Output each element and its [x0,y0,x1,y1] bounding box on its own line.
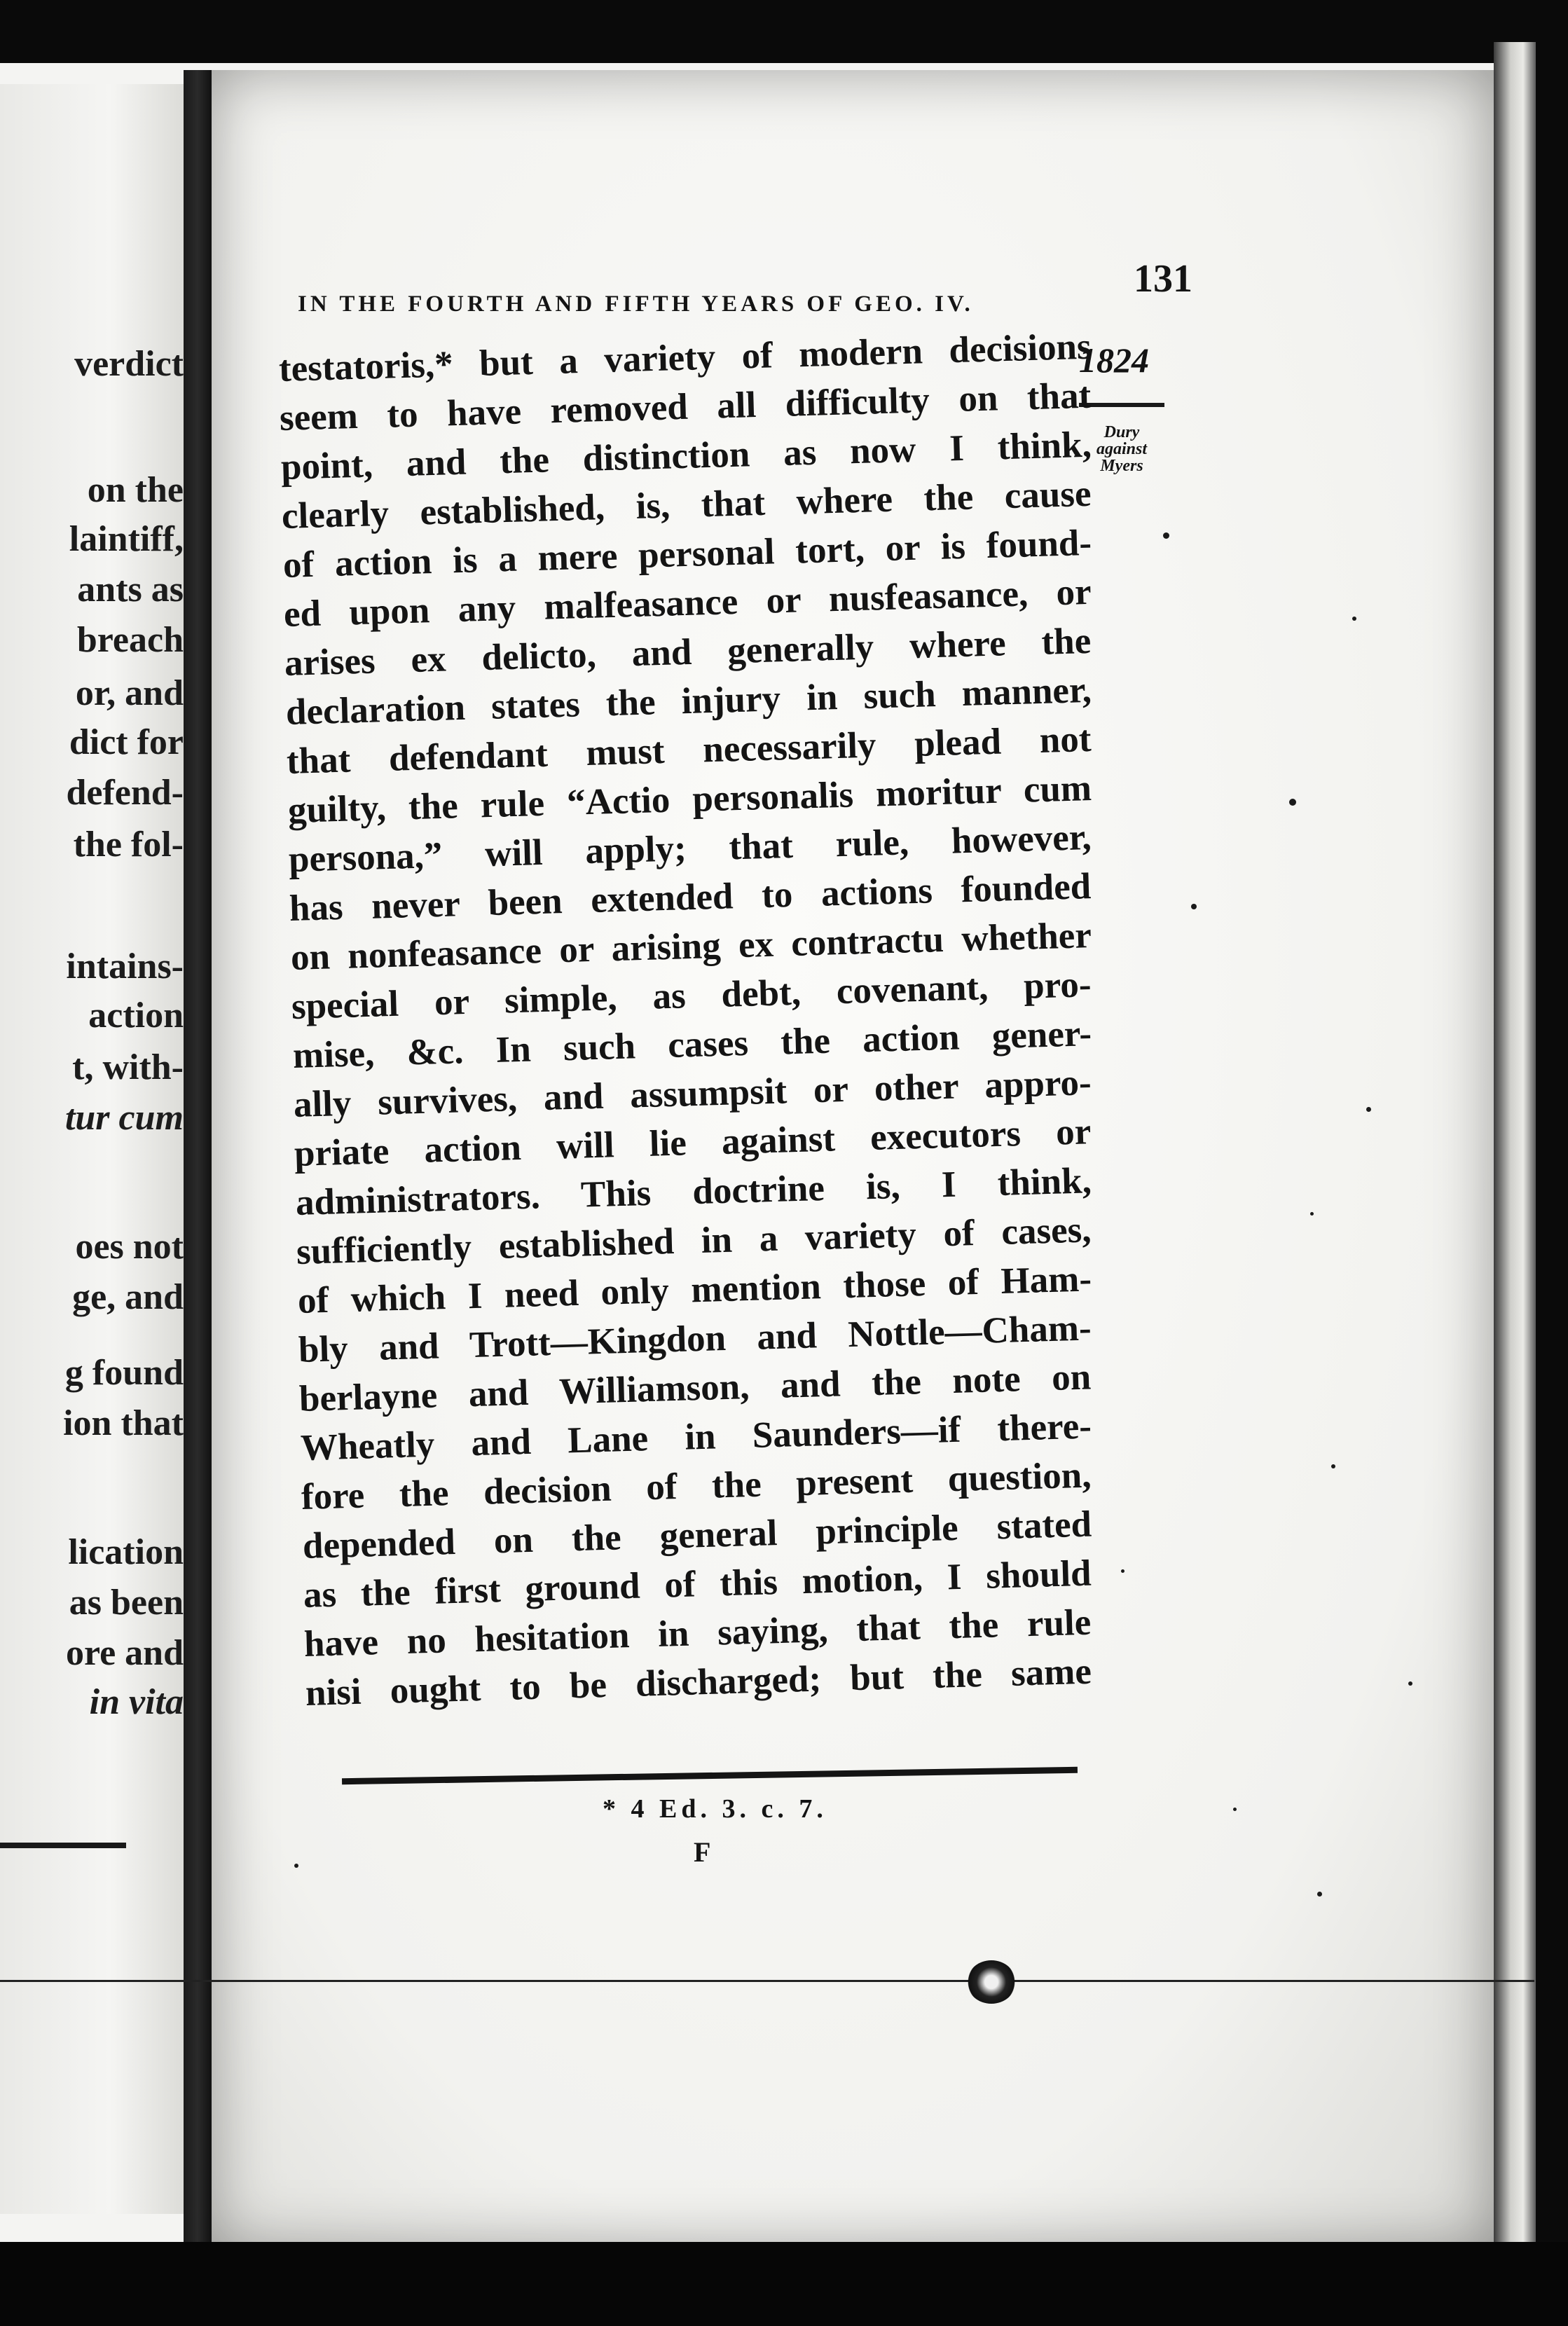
previous-page-line: ore and [65,1633,184,1673]
body-line: berlayne and Williamson, and the note on [298,1356,1092,1419]
book-gutter [184,70,212,2263]
body-line: depended on the general principle stated [301,1503,1092,1567]
previous-page-line: lication [68,1532,184,1572]
page-edge [1494,42,1536,2256]
body-line: priate action will lie against executors or [294,1111,1092,1174]
previous-page-line: t, with- [72,1047,184,1087]
scan-border [0,2242,1568,2326]
scan-speck [1408,1681,1412,1686]
previous-page-line: verdict [74,344,184,384]
body-line: mise, &c. In such cases the action gener- [291,1013,1092,1076]
case-name-line: Dury [1103,423,1140,441]
body-line: seem to have removed all difficulty on that [279,375,1092,439]
body-text [278,326,1092,1718]
scan-speck [1289,799,1296,806]
previous-page-line: in vita [89,1682,184,1722]
body-line: clearly established, is, that where the cause [281,473,1092,537]
previous-page-line: g found [64,1353,184,1393]
scan-speck [1310,1212,1314,1216]
page-number: 131 [1134,257,1192,301]
previous-page-line: dict for [69,722,184,762]
body-line: sufficiently established in a variety of cases, [296,1209,1092,1272]
previous-page-line: action [88,996,184,1035]
scan-speck [1317,1892,1322,1897]
scan-speck [1233,1808,1237,1811]
body-line: fore the decision of the present question, [301,1454,1092,1518]
previous-page-line: as been [69,1583,184,1623]
body-line: persona,” will apply; that rule, however, [288,817,1092,880]
body-line: nisi ought to be discharged; but the same [304,1651,1092,1714]
body-line: administrators. This doctrine is, I think, [294,1160,1092,1223]
previous-page-line: on the [87,470,184,510]
scan-speck [1121,1569,1125,1573]
body-line: ally survives, and assumpsit or other appro- [293,1062,1092,1125]
body-line: as the first ground of this motion, I should [303,1553,1092,1616]
body-line: special or simple, as debt, covenant, pro- [291,964,1092,1027]
case-name-line: against [1096,440,1148,458]
previous-page-line: breach [76,620,184,660]
body-line: bly and Trott—Kingdon and Nottle—Cham- [298,1307,1092,1370]
body-line: has never been extended to actions founded [289,866,1092,929]
body-line: guilty, the rule “Actio personalis moritur cum [287,767,1092,831]
footnote: * 4 Ed. 3. c. 7. [603,1794,827,1824]
running-head: IN THE FOURTH AND FIFTH YEARS OF GEO. IV. [298,291,974,317]
scan-line [0,1980,1534,1982]
margin-case-name [1083,424,1160,474]
previous-page-fragment [0,84,184,2214]
scan-speck [1352,617,1356,621]
previous-page-line: ion that [63,1403,184,1443]
body-line: declaration states the injury in such manner, [284,669,1092,733]
previous-page-line: intains- [66,947,184,986]
body-line: testatoris,* but a variety of modern decisions [278,326,1092,390]
case-name-line: Myers [1100,457,1143,475]
previous-page-line: the fol- [73,825,184,865]
scan-speck [1366,1107,1371,1112]
margin-rule [1079,403,1164,407]
previous-page-line: tur cum [64,1098,184,1138]
body-line: have no hesitation in saying, that the rule [303,1602,1092,1665]
previous-page-line: or, and [75,673,184,713]
scan-speck [1331,1464,1335,1468]
ink-stain [967,1960,1016,2004]
body-line: ed upon any malfeasance or nusfeasance, or [283,571,1092,635]
body-line: arises ex delicto, and generally where the [284,620,1092,684]
body-line: that defendant must necessarily plead not [286,718,1092,782]
previous-page-line: ge, and [72,1277,184,1317]
body-line: of action is a mere personal tort, or is found- [282,522,1092,586]
body-line: Wheatly and Lane in Saunders—if there- [299,1405,1092,1468]
body-line: of which I need only mention those of Ham- [296,1258,1092,1321]
previous-page-line: ants as [77,570,184,610]
previous-page-line: laintiff, [69,519,184,559]
body-line: on nonfeasance or arising ex contractu whether [289,915,1092,978]
scan-speck [294,1864,298,1868]
scan-speck [1163,532,1169,539]
scan-speck [1191,904,1197,909]
previous-page-line: oes not [75,1227,184,1267]
body-line: point, and the distinction as now I think, [280,424,1092,488]
previous-page-line: defend- [66,773,184,813]
previous-page-rule [0,1843,126,1848]
signature-mark: F [694,1836,711,1868]
margin-year: 1824 [1079,340,1149,380]
